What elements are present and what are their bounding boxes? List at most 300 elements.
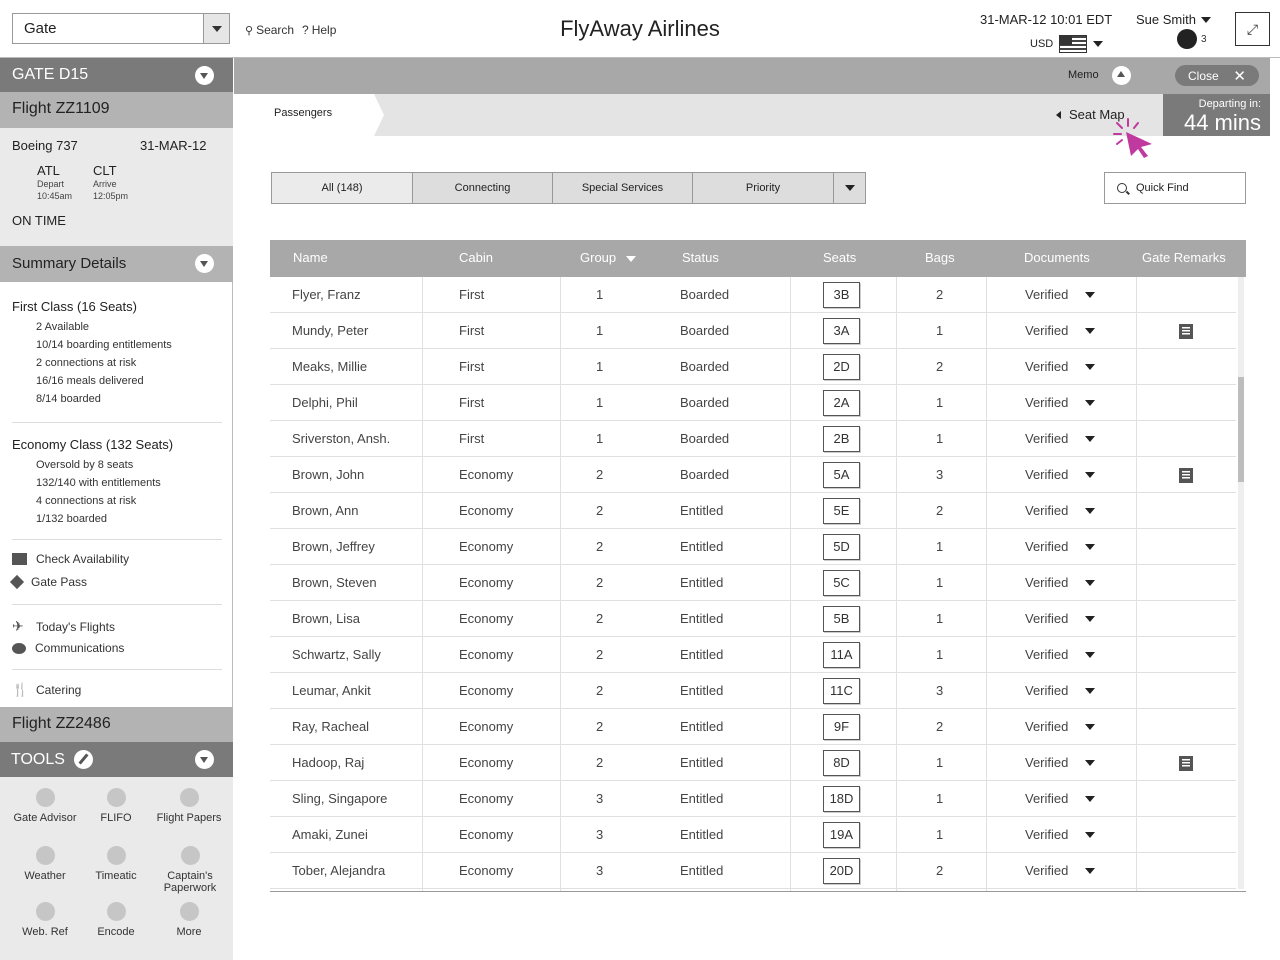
economy-item: 4 connections at risk [36, 495, 137, 507]
chevron-down-icon[interactable] [1085, 328, 1095, 334]
chevron-down-icon[interactable] [1085, 760, 1095, 766]
document-status: Verified [1025, 863, 1069, 878]
col-gate-remarks[interactable]: Gate Remarks [1142, 250, 1226, 265]
table-row[interactable] [270, 673, 1236, 709]
first-class-item: 2 Available [36, 321, 90, 333]
document-status: Verified [1025, 611, 1069, 626]
tools-title: TOOLS [11, 750, 65, 768]
passenger-name: Amaki, Zunei [292, 827, 368, 842]
tool-label: FLIFO [100, 812, 132, 824]
tool-label: Encode [97, 926, 135, 938]
passenger-group: 2 [596, 467, 604, 482]
passenger-status: Boarded [680, 467, 730, 482]
document-status: Verified [1025, 467, 1069, 482]
flight-date: 31-MAR-12 [140, 138, 207, 153]
tool-weather[interactable] [5, 846, 85, 882]
notifications[interactable] [1177, 29, 1207, 49]
document-status: Verified [1025, 791, 1069, 806]
passenger-cabin: First [459, 287, 485, 302]
quick-find-placeholder: Quick Find [1136, 182, 1189, 194]
tool-more[interactable] [149, 902, 229, 938]
passenger-status: Entitled [680, 719, 724, 734]
seat-button[interactable]: 3A [823, 318, 860, 344]
passenger-bags: 3 [936, 467, 944, 482]
passenger-status: Entitled [680, 863, 724, 878]
tool-icon [180, 788, 199, 807]
passenger-status: Entitled [680, 683, 724, 698]
document-status: Verified [1025, 539, 1069, 554]
passenger-bags: 1 [936, 395, 944, 410]
departing-value: 44 mins [1183, 110, 1261, 135]
filter-more-button[interactable] [834, 173, 865, 203]
scrollbar-thumb[interactable] [1238, 377, 1244, 482]
divider [12, 422, 222, 423]
passenger-cabin: Economy [459, 647, 514, 662]
chat-bubble-icon [12, 643, 26, 654]
tool-gate-advisor[interactable] [5, 788, 85, 824]
document-status: Verified [1025, 503, 1069, 518]
passenger-name: Ray, Racheal [292, 719, 370, 734]
economy-item: Oversold by 8 seats [36, 459, 134, 471]
passenger-cabin: Economy [459, 539, 514, 554]
chevron-down-icon[interactable] [1085, 652, 1095, 658]
tool-label: More [176, 926, 202, 938]
table-row[interactable] [270, 457, 1236, 493]
note-icon[interactable] [1179, 756, 1193, 771]
collapse-icon[interactable] [195, 66, 214, 85]
passenger-table [270, 240, 1246, 892]
sidebar [0, 58, 233, 960]
col-name[interactable]: Name [293, 250, 328, 265]
origin-label: Depart [37, 179, 65, 189]
table-body [270, 277, 1246, 891]
document-status: Verified [1025, 431, 1069, 446]
col-documents[interactable]: Documents [1024, 250, 1090, 265]
pointer-cursor-icon [1112, 118, 1157, 158]
passenger-name: Brown, Jeffrey [292, 539, 375, 554]
passenger-cabin: First [459, 431, 485, 446]
seat-button[interactable]: 11C [823, 678, 860, 704]
seat-button[interactable]: 5B [823, 606, 860, 632]
chevron-down-icon[interactable] [1085, 868, 1095, 874]
nav-communications[interactable] [12, 641, 124, 655]
tool-label: Gate Advisor [13, 812, 77, 824]
col-group[interactable] [580, 250, 636, 265]
passenger-cabin: First [459, 359, 485, 374]
tab-label: Passengers [274, 107, 333, 119]
passenger-bags: 1 [936, 431, 944, 446]
first-class-item: 16/16 meals delivered [36, 375, 144, 387]
passenger-group: 2 [596, 611, 604, 626]
passenger-group: 2 [596, 647, 604, 662]
passenger-group: 2 [596, 539, 604, 554]
globe-icon [1177, 29, 1197, 49]
tool-icon [180, 902, 199, 921]
passenger-group: 1 [596, 431, 604, 446]
passenger-cabin: First [459, 323, 485, 338]
passenger-status: Entitled [680, 575, 724, 590]
passenger-bags: 1 [936, 323, 944, 338]
nav-label: Catering [36, 683, 82, 697]
notification-count: 3 [1201, 33, 1207, 45]
filter-connecting[interactable] [413, 173, 553, 203]
passenger-name: Schwartz, Sally [292, 647, 381, 662]
tool-icon [107, 902, 126, 921]
origin-time: 10:45am [37, 191, 73, 201]
note-icon[interactable] [1179, 324, 1193, 339]
passenger-group: 2 [596, 503, 604, 518]
passenger-cabin: Economy [459, 863, 514, 878]
passenger-status: Boarded [680, 323, 730, 338]
passenger-bags: 3 [936, 683, 944, 698]
current-flight[interactable] [0, 92, 233, 128]
gate-select[interactable] [12, 13, 230, 44]
nav-label: Today's Flights [36, 619, 115, 634]
passenger-cabin: Economy [459, 575, 514, 590]
passenger-name: Tober, Alejandra [292, 863, 386, 878]
seat-button[interactable]: 5C [823, 570, 860, 596]
tools-grid [0, 777, 233, 960]
passenger-cabin: Economy [459, 467, 514, 482]
passenger-status: Entitled [680, 755, 724, 770]
flight-info [0, 128, 233, 246]
passenger-status: Boarded [680, 431, 730, 446]
flight-status: ON TIME [12, 213, 66, 228]
passenger-bags: 2 [936, 359, 944, 374]
filter-label: All (148) [321, 182, 363, 194]
search-icon: ⚲ [245, 24, 254, 37]
passenger-bags: 2 [936, 863, 944, 878]
table-row[interactable] [270, 637, 1236, 673]
passenger-cabin: Economy [459, 611, 514, 626]
passenger-status: Boarded [680, 395, 730, 410]
help-link[interactable] [302, 23, 336, 37]
chevron-down-icon[interactable] [1085, 688, 1095, 694]
tool-icon [36, 788, 55, 807]
departing-countdown [1163, 94, 1270, 136]
close-icon: ✕ [1233, 67, 1246, 85]
passenger-cabin: Economy [459, 719, 514, 734]
chevron-down-icon[interactable] [1085, 292, 1095, 298]
passenger-group: 1 [596, 323, 604, 338]
origin-code: ATL [37, 163, 60, 178]
chevron-down-icon[interactable] [1085, 508, 1095, 514]
tool-icon [107, 788, 126, 807]
chevron-left-icon [1056, 111, 1061, 119]
passenger-name: Leumar, Ankit [292, 683, 371, 698]
top-bar [0, 0, 1280, 58]
passenger-group: 3 [596, 863, 604, 878]
gate-select-value: Gate [24, 20, 57, 37]
seat-button[interactable]: 9F [823, 714, 860, 740]
filter-label: Priority [745, 182, 781, 194]
passenger-cabin: Economy [459, 827, 514, 842]
passenger-bags: 1 [936, 827, 944, 842]
table-row[interactable] [270, 529, 1236, 565]
document-status: Verified [1025, 359, 1069, 374]
tool-captains-paperwork[interactable] [149, 846, 231, 894]
currency-selector[interactable] [1030, 35, 1103, 53]
tool-label: Captain's Paperwork [163, 870, 217, 894]
search-link[interactable] [245, 23, 294, 37]
passenger-name: Hadoop, Raj [292, 755, 365, 770]
passenger-cabin: Economy [459, 791, 514, 806]
flight-title: Flight ZZ1109 [12, 100, 110, 117]
divider [12, 604, 222, 605]
first-class-item: 2 connections at risk [36, 357, 137, 369]
search-label: Search [256, 23, 295, 37]
memo-bar [234, 58, 1270, 94]
passenger-name: Brown, Ann [292, 503, 359, 518]
passenger-bags: 1 [936, 575, 944, 590]
tool-flifo[interactable] [76, 788, 156, 824]
next-flight[interactable] [0, 707, 233, 742]
passenger-group: 1 [596, 359, 604, 374]
seat-icon [12, 553, 27, 565]
passenger-group: 3 [596, 791, 604, 806]
seat-button[interactable]: 3B [823, 282, 860, 308]
chevron-down-icon [1093, 41, 1103, 47]
user-name: Sue Smith [1136, 12, 1196, 27]
chevron-down-icon[interactable] [1085, 580, 1095, 586]
expand-button[interactable] [1235, 12, 1270, 46]
passenger-name: Meaks, Millie [292, 359, 368, 374]
tool-icon [36, 902, 55, 921]
chevron-down-icon[interactable] [1085, 472, 1095, 478]
seat-button[interactable]: 19A [823, 822, 860, 848]
chevron-down-icon[interactable] [1085, 436, 1095, 442]
collapse-icon[interactable] [195, 750, 214, 769]
app-title: FlyAway Airlines [560, 16, 720, 41]
seat-map-label: Seat Map [1069, 107, 1125, 122]
passenger-status: Entitled [680, 611, 724, 626]
gate-header[interactable] [0, 58, 233, 92]
passenger-cabin: First [459, 395, 485, 410]
tool-icon [107, 846, 126, 865]
table-header [270, 240, 1246, 277]
chevron-down-icon[interactable] [1085, 544, 1095, 550]
fork-knife-icon: 🍴 [12, 682, 29, 697]
passenger-name: Brown, John [292, 467, 365, 482]
document-status: Verified [1025, 683, 1069, 698]
memo-label: Memo [1068, 69, 1099, 81]
seat-button[interactable]: 5E [823, 498, 860, 524]
divider [12, 539, 222, 540]
chevron-down-icon[interactable] [1085, 364, 1095, 370]
nav-todays-flights[interactable] [12, 618, 115, 635]
col-group-label: Group [580, 250, 617, 265]
passenger-group: 2 [596, 719, 604, 734]
table-row[interactable] [270, 277, 1236, 313]
chevron-down-icon [845, 185, 855, 191]
dest-label: Arrive [93, 179, 117, 189]
summary-title: Summary Details [12, 255, 127, 272]
currency-label: USD [1030, 38, 1054, 50]
passenger-group: 1 [596, 395, 604, 410]
passenger-group: 2 [596, 575, 604, 590]
expand-icon: ⤢ [1246, 21, 1259, 37]
document-status: Verified [1025, 287, 1069, 302]
chevron-down-icon [1201, 17, 1211, 23]
passenger-bags: 2 [936, 287, 944, 302]
passenger-bags: 1 [936, 647, 944, 662]
chevron-down-icon[interactable] [1085, 832, 1095, 838]
collapse-icon[interactable] [195, 254, 214, 273]
tool-icon [36, 846, 55, 865]
passenger-group: 3 [596, 827, 604, 842]
tool-encode[interactable] [76, 902, 156, 938]
table-row[interactable] [270, 709, 1236, 745]
document-status: Verified [1025, 323, 1069, 338]
chevron-up-icon[interactable] [1112, 66, 1131, 85]
col-seats[interactable]: Seats [823, 250, 857, 265]
passenger-group: 2 [596, 755, 604, 770]
table-row[interactable] [270, 421, 1236, 457]
first-class-title: First Class (16 Seats) [12, 299, 137, 314]
seat-button[interactable]: 18D [823, 786, 860, 812]
nav-label: Check Availability [36, 552, 130, 566]
document-status: Verified [1025, 395, 1069, 410]
passenger-group: 2 [596, 683, 604, 698]
us-flag-icon [1059, 35, 1087, 53]
divider [12, 669, 222, 670]
table-row[interactable] [270, 313, 1236, 349]
table-row[interactable] [270, 745, 1236, 781]
chevron-down-icon[interactable] [1085, 796, 1095, 802]
economy-item: 1/132 boarded [36, 513, 107, 525]
seat-button[interactable]: 2B [823, 426, 860, 452]
sort-down-icon [626, 256, 636, 262]
seat-button[interactable]: 5D [823, 534, 860, 560]
tool-flight-papers[interactable] [149, 788, 229, 824]
passenger-bags: 1 [936, 611, 944, 626]
help-label: Help [311, 23, 337, 37]
table-row[interactable] [270, 349, 1236, 385]
tool-label: Weather [24, 870, 66, 882]
passenger-name: Mundy, Peter [292, 323, 369, 338]
filter-all[interactable] [272, 173, 413, 203]
departing-label: Departing in: [1198, 98, 1261, 110]
passenger-status: Entitled [680, 791, 724, 806]
passenger-status: Entitled [680, 539, 724, 554]
table-row[interactable] [270, 853, 1236, 889]
passenger-status: Entitled [680, 647, 724, 662]
seat-button[interactable]: 20D [823, 858, 860, 884]
passenger-cabin: Economy [459, 755, 514, 770]
table-row[interactable] [270, 565, 1236, 601]
passenger-status: Boarded [680, 287, 730, 302]
chevron-down-icon[interactable] [1085, 400, 1095, 406]
nav-catering[interactable] [12, 682, 81, 698]
passenger-bags: 1 [936, 539, 944, 554]
passenger-name: Brown, Lisa [292, 611, 360, 626]
chevron-down-icon[interactable] [1085, 724, 1095, 730]
close-label: Close [1188, 68, 1219, 83]
passenger-name: Flyer, Franz [292, 287, 361, 302]
chevron-down-icon[interactable] [1085, 616, 1095, 622]
filter-label: Special Services [581, 182, 664, 194]
passenger-name: Brown, Steven [292, 575, 377, 590]
table-scrollbar[interactable] [1238, 277, 1244, 889]
passenger-group: 1 [596, 287, 604, 302]
passenger-status: Boarded [680, 359, 730, 374]
col-bags[interactable]: Bags [925, 250, 955, 265]
document-status: Verified [1025, 755, 1069, 770]
quick-find-input[interactable] [1104, 172, 1246, 204]
col-cabin[interactable]: Cabin [459, 250, 493, 265]
filter-priority[interactable] [693, 173, 834, 203]
passenger-name: Delphi, Phil [292, 395, 358, 410]
edit-icon[interactable] [74, 750, 93, 769]
gate-title: GATE D15 [12, 66, 89, 83]
dest-time: 12:05pm [93, 191, 129, 201]
search-icon [1117, 183, 1127, 193]
user-menu[interactable] [1136, 12, 1211, 27]
chevron-down-icon[interactable] [203, 14, 229, 43]
passenger-bags: 2 [936, 503, 944, 518]
table-row[interactable] [270, 781, 1236, 817]
table-row[interactable] [270, 817, 1236, 853]
passenger-status: Entitled [680, 827, 724, 842]
table-row[interactable] [270, 601, 1236, 637]
document-status: Verified [1025, 647, 1069, 662]
dest-code: CLT [93, 163, 117, 178]
nav-label: Communications [35, 641, 125, 655]
seat-button[interactable]: 11A [823, 642, 860, 668]
passenger-bags: 1 [936, 755, 944, 770]
summary-header[interactable] [0, 246, 233, 282]
table-row[interactable] [270, 493, 1236, 529]
nav-gate-pass[interactable] [12, 575, 87, 589]
tool-label: Web. Ref [22, 926, 68, 938]
seat-button[interactable]: 5A [823, 462, 860, 488]
economy-item: 132/140 with entitlements [36, 477, 161, 489]
tool-icon [181, 846, 200, 865]
tool-web-ref[interactable] [5, 902, 85, 938]
nav-check-availability[interactable] [12, 552, 129, 566]
close-button[interactable] [1175, 65, 1259, 86]
document-status: Verified [1025, 719, 1069, 734]
first-class-item: 10/14 boarding entitlements [36, 339, 172, 351]
tools-header[interactable] [0, 742, 233, 777]
note-icon[interactable] [1179, 468, 1193, 483]
nav-label: Gate Pass [31, 575, 88, 589]
seat-button[interactable]: 8D [823, 750, 860, 776]
airplane-icon: ✈ [12, 618, 24, 634]
tab-passengers[interactable] [234, 94, 374, 136]
seat-button[interactable]: 2A [823, 390, 860, 416]
passenger-name: Sriverston, Ansh. [292, 431, 391, 446]
help-icon: ? [302, 23, 309, 37]
economy-title: Economy Class (132 Seats) [12, 437, 174, 452]
filter-special-services[interactable] [553, 173, 693, 203]
col-status[interactable]: Status [682, 250, 719, 265]
passenger-bags: 2 [936, 719, 944, 734]
document-status: Verified [1025, 827, 1069, 842]
passenger-name: Sling, Singapore [292, 791, 388, 806]
table-row[interactable] [270, 385, 1236, 421]
document-status: Verified [1025, 575, 1069, 590]
current-datetime: 31-MAR-12 10:01 EDT [980, 12, 1113, 27]
tag-icon [10, 575, 24, 589]
next-flight-title: Flight ZZ2486 [12, 715, 111, 732]
filter-label: Connecting [454, 182, 511, 194]
aircraft-type: Boeing 737 [12, 138, 78, 153]
tool-timeatic[interactable] [76, 846, 156, 882]
first-class-item: 8/14 boarded [36, 393, 101, 405]
tool-label: Flight Papers [156, 812, 222, 824]
seat-button[interactable]: 2D [823, 354, 860, 380]
